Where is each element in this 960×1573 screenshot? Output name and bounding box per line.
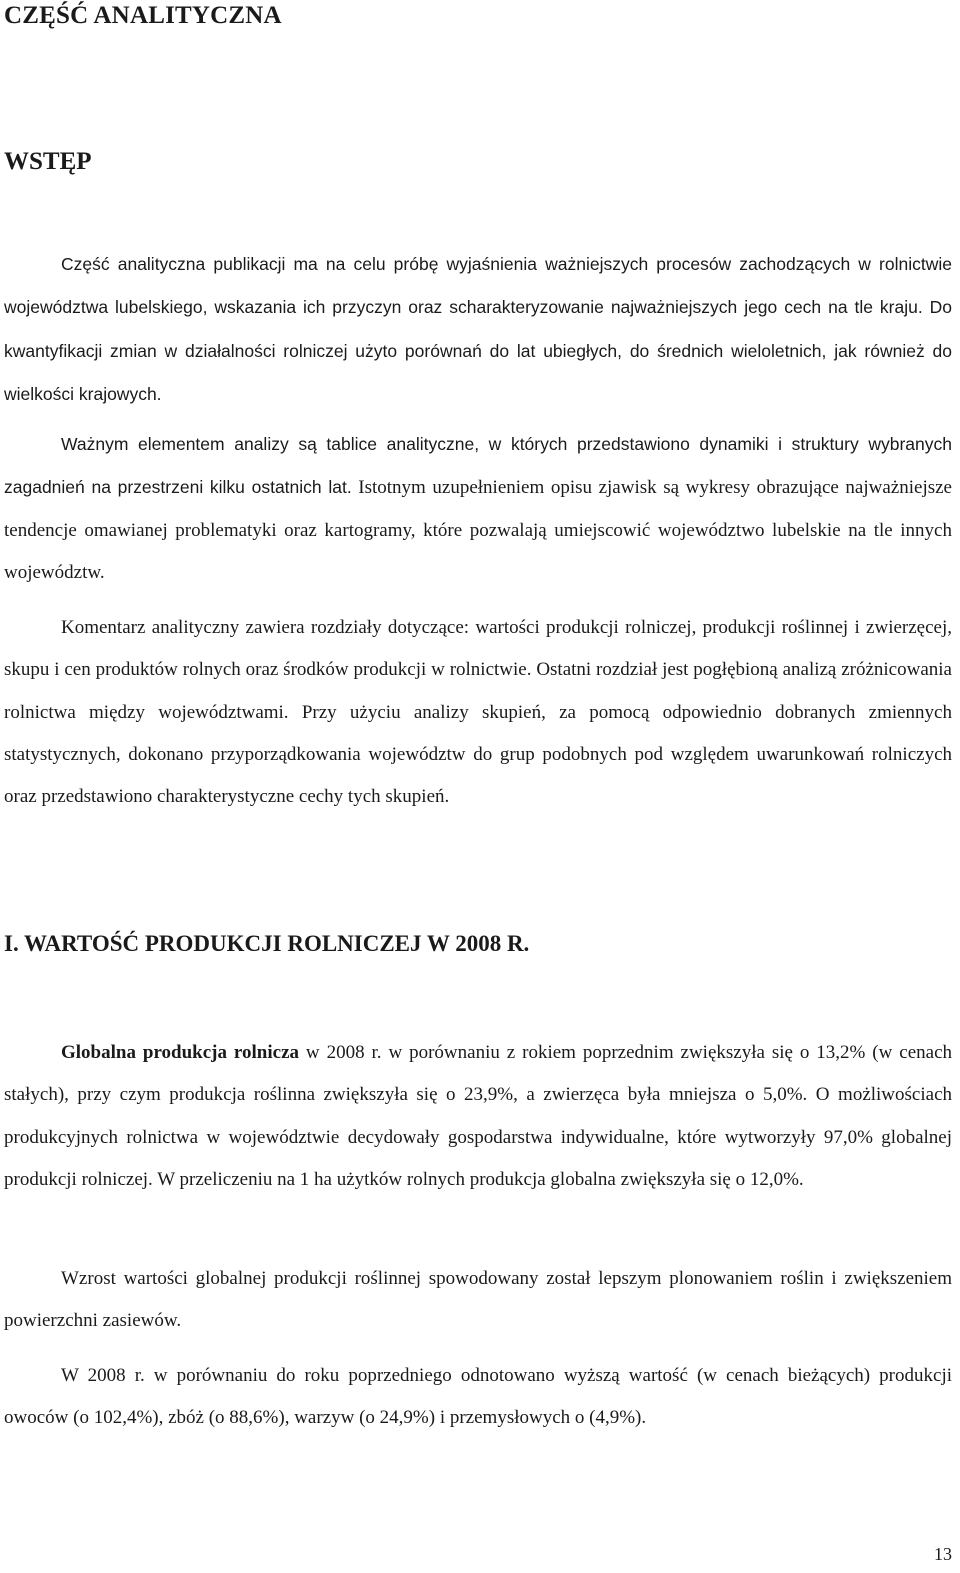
intro-paragraph-1 — [4, 243, 952, 416]
page-number: 13 — [934, 1544, 952, 1564]
section-paragraph-1-bold-lead: Globalna produkcja rolnicza — [61, 1042, 300, 1063]
intro-paragraph-1-serif-text: Do kwantyfikacji zmian w działalności rolniczej użyto porównań do lat ubiegłych, do średnich wieloletnich, jak również do wielkości krajowych. — [4, 297, 953, 404]
intro-heading: WSTĘP — [4, 148, 92, 175]
part-title: CZĘŚĆ ANALITYCZNA — [4, 2, 282, 29]
section-heading: I. WARTOŚĆ PRODUKCJI ROLNICZEJ W 2008 R. — [4, 931, 530, 956]
section-paragraph-1 — [4, 1032, 952, 1201]
intro-paragraph-2 — [4, 423, 952, 594]
intro-paragraph-2-serif-text: Istotnym uzupełnieniem opisu zjawisk są wykresy obrazujące najważniejsze tendencje omawianej problematyki oraz kartogramy, które pozwalają umiejscowić województwo lubelskie na tle innych województw. — [4, 477, 952, 583]
intro-paragraph-2-sans-text: Ważnym elementem analizy są tablice analityczne, w których przedstawiono dynamiki i struktury wybranych zagadnień na przestrzeni kilku ostatnich lat. — [4, 434, 952, 498]
section-paragraph-2: Wzrost wartości globalnej produkcji roślinnej spowodowany został lepszym plonowaniem roślin i zwiększeniem powierzchni zasiewów. — [4, 1268, 952, 1332]
section-paragraph-1-text: w 2008 r. w porównaniu z rokiem poprzednim zwiększyła się o 13,2% (w cenach stałych), przy czym produkcja roślinna zwiększyła się o 23,9%, a zwierzęca była mniejsza o 5,0%. O możliwościach produkcyjnych rolnictwa w województwie decydowały gospodarstwa indywidualne, które wytworzyły 97,0% globalnej produkcji rolniczej. W przeliczeniu na 1 ha użytków rolnych produkcja globalna zwiększyła się o 12,0%. — [4, 1042, 952, 1190]
intro-paragraph-3: Komentarz analityczny zawiera rozdziały dotyczące: wartości produkcji rolniczej, produkcji roślinnej i zwierzęcej, skupu i cen produktów rolnych oraz środków produkcji w rolnictwie. Ostatni rozdział jest pogłębioną analizą zróżnicowania rolnictwa między województwami. Przy użyciu analizy skupień, za pomocą odpowiednio dobranych zmiennych statystycznych, dokonano przyporządkowania województw do grup podobnych pod względem uwarunkowań rolniczych oraz przedstawiono charakterystyczne cechy tych skupień. — [4, 617, 952, 808]
intro-paragraph-1-sans-text: Część analityczna publikacji ma na celu próbę wyjaśnienia ważniejszych procesów zachodzących w rolnictwie województwa lubelskiego, wskazania ich przyczyn oraz scharakteryzowanie najważniejszych jego cech na tle kraju. — [4, 254, 952, 318]
section-paragraph-3: W 2008 r. w porównaniu do roku poprzedniego odnotowano wyższą wartość (w cenach bieżących) produkcji owoców (o 102,4%), zbóż (o 88,6%), warzyw (o 24,9%) i przemysłowych o (4,9%). — [4, 1365, 952, 1429]
